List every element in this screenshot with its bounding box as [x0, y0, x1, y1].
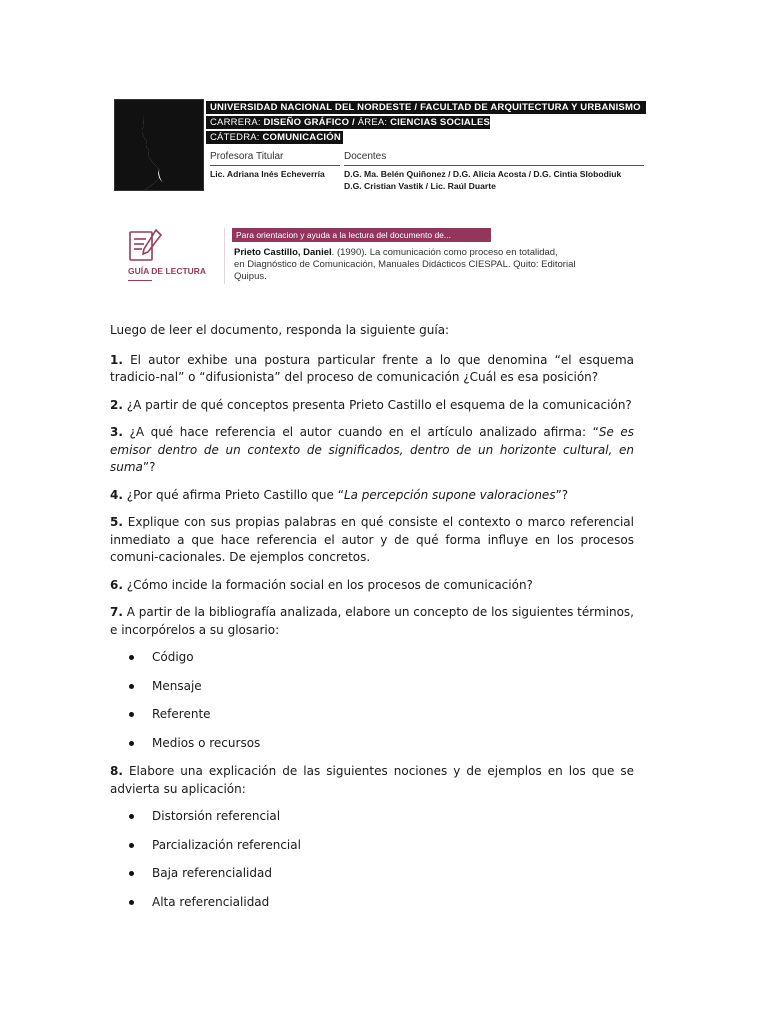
question-text: ¿A qué hace referencia el autor cuando en el artículo analizado afirma: “: [122, 425, 599, 439]
chair-bar: [206, 131, 347, 144]
guide-banner: Para orientacion y ayuda a la lectura del documento de...: [232, 228, 491, 242]
list-item: Baja referencialidad: [110, 865, 634, 883]
list-item: Distorsión referencial: [110, 808, 634, 826]
question-number: 3.: [110, 425, 123, 439]
list-item: Parcialización referencial: [110, 837, 634, 855]
glossary-terms-list: [110, 649, 634, 752]
professor-name: Lic. Adriana Inés Echeverría: [210, 165, 340, 180]
teachers-names: [344, 165, 644, 192]
question-number: 8.: [110, 764, 123, 778]
question-number: 1.: [110, 352, 123, 367]
question-text: El autor exhibe una postura particular frente a lo que denomina “el esquema tradicio-nal” o “difusionista” del proceso de comunicación ¿Cuál es esa posición?: [110, 352, 634, 384]
list-item: Código: [110, 649, 634, 667]
question-4: [110, 487, 634, 505]
question-2: [110, 397, 634, 415]
career-bar: [206, 116, 490, 129]
question-number: 2.: [110, 397, 123, 412]
question-3: [110, 424, 634, 477]
reference-author: Prieto Castillo, Daniel: [234, 247, 332, 258]
career-label: CARRERA:: [210, 117, 264, 128]
question-7: [110, 604, 634, 639]
career-value: DISEÑO GRÁFICO /: [263, 117, 358, 128]
teachers-role: Docentes: [344, 151, 387, 162]
list-item: Mensaje: [110, 678, 634, 696]
question-6: [110, 577, 634, 595]
chair-value: COMUNICACIÓN I: [262, 132, 347, 143]
teachers-line-2: D.G. Cristian Vastik / Lic. Raúl Duarte: [344, 181, 496, 191]
question-5: [110, 514, 634, 567]
pencil-document-icon: [126, 226, 166, 266]
reference-line-2: en Diagnóstico de Comunicación, Manuales Didácticos CIESPAL. Quito: Editorial: [234, 259, 576, 270]
question-number: 5.: [110, 515, 123, 529]
guide-divider: [224, 228, 225, 284]
teachers-column: [344, 151, 644, 192]
question-text: Explique con sus propias palabras en qué consiste el contexto o marco referencial inmediato a que hace referencia el autor y de qué forma influye en los procesos comuni-cacionales. De ejemplos concretos.: [110, 515, 634, 564]
guide-label-underline: [128, 280, 152, 281]
faces-vase-logo-icon: [114, 99, 204, 191]
area-value: CIENCIAS SOCIALES: [390, 117, 491, 128]
question-text: ¿Cómo incide la formación social en los procesos de comunicación?: [122, 577, 533, 592]
reading-guide: [120, 222, 650, 290]
question-1: [110, 352, 634, 387]
reference-line-3: Quipus.: [234, 271, 267, 282]
reference-citation: [234, 247, 644, 283]
question-text: ¿Por qué afirma Prieto Castillo que “: [122, 487, 344, 502]
question-text: ¿A partir de qué conceptos presenta Prieto Castillo el esquema de la comunicación?: [122, 397, 632, 412]
questions-body: [110, 322, 634, 922]
teachers-line-1: D.G. Ma. Belén Quiñonez / D.G. Alicia Acosta / D.G. Cintia Slobodiuk: [344, 169, 622, 179]
area-label: ÁREA:: [357, 117, 391, 128]
question-text-end: ”?: [555, 487, 569, 502]
question-text: A partir de la bibliografía analizada, elabore un concepto de los siguientes términos, e incorpórelos a su glosario:: [110, 605, 634, 637]
guide-label: GUÍA DE LECTURA: [128, 266, 207, 276]
list-item: Alta referencialidad: [110, 894, 634, 912]
intro-text: Luego de leer el documento, responda la siguiente guía:: [110, 323, 450, 337]
document-header: [114, 99, 646, 191]
question-8: [110, 763, 634, 798]
question-number: 7.: [110, 605, 123, 619]
question-quote: Se es emisor dentro de un contexto de significados, dentro de un horizonte cultural, en suma: [110, 425, 634, 474]
university-bar: UNIVERSIDAD NACIONAL DEL NORDESTE / FACULTAD DE ARQUITECTURA Y URBANISMO: [206, 101, 646, 114]
question-number: 4.: [110, 487, 123, 502]
header-bars: [206, 101, 646, 146]
list-item: Medios o recursos: [110, 735, 634, 753]
list-item: Referente: [110, 706, 634, 724]
professor-role: Profesora Titular: [210, 151, 284, 162]
question-quote: La percepción supone valoraciones: [343, 487, 556, 502]
reference-line-1: . (1990). La comunicación como proceso en totalidad,: [331, 247, 558, 258]
question-text: Elabore una explicación de las siguientes nociones y de ejemplos en los que se advierta su aplicación:: [110, 764, 634, 796]
professor-column: [210, 151, 340, 180]
question-number: 6.: [110, 577, 123, 592]
notions-list: [110, 808, 634, 911]
question-text-end: ”?: [142, 460, 156, 474]
chair-label: CÁTEDRA:: [210, 132, 263, 143]
